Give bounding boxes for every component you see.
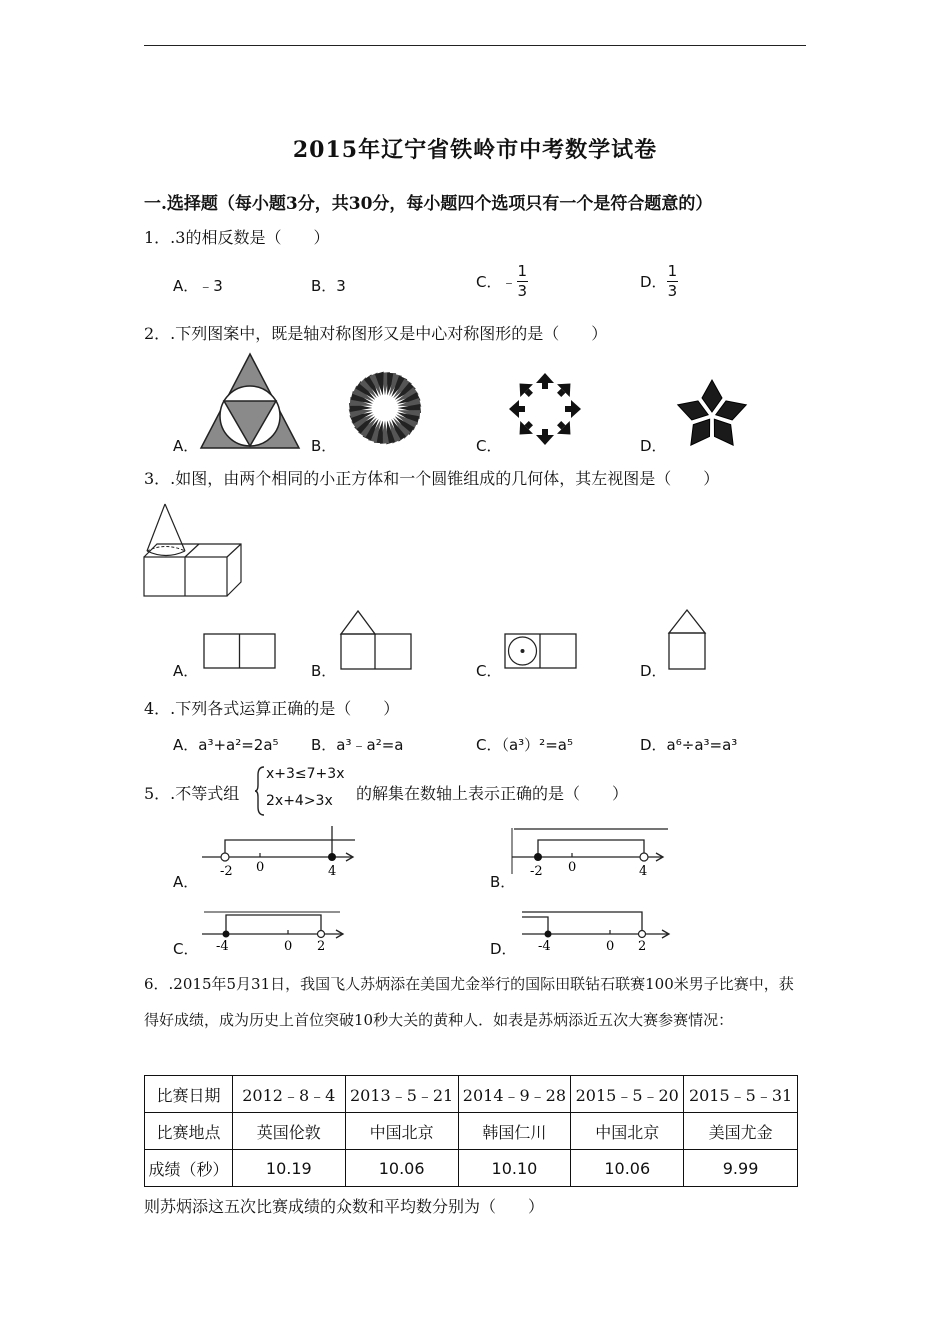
table-row-header: 成绩（秒） xyxy=(145,1150,233,1187)
table-cell: 2012﹣8﹣4 xyxy=(232,1076,345,1113)
q4-option-a: A．a³+a²=2a⁵ xyxy=(173,736,279,754)
q5-inequality-2: 2x+4>3x xyxy=(266,793,333,809)
section-heading: 一.选择题（每小题3分，共30分，每小题四个选项只有一个是符合题意的） xyxy=(144,194,713,214)
q3-option-d-figure xyxy=(668,608,708,671)
results-table xyxy=(144,1075,798,1187)
q5c-tick-0: 0 xyxy=(284,939,293,954)
q4-option-b: B．a³﹣a²=a xyxy=(311,736,404,754)
q1-option-b: B．3 xyxy=(311,277,346,295)
table-row-venue xyxy=(145,1113,798,1150)
table-row-result xyxy=(145,1150,798,1187)
q5-number-line-a xyxy=(200,826,360,879)
top-rule xyxy=(144,45,806,46)
q5a-tick-0: 0 xyxy=(256,860,265,875)
q5b-tick-4: 4 xyxy=(639,864,648,879)
q3-option-b-label: B． xyxy=(311,662,337,680)
q5b-tick-neg2: -2 xyxy=(530,864,543,879)
table-cell: 中国北京 xyxy=(571,1113,684,1150)
question-3-stem: 3．.如图，由两个相同的小正方体和一个圆锥组成的几何体，其左视图是（ ） xyxy=(144,469,720,488)
q2-spiral-ring-figure xyxy=(341,368,429,448)
q1-option-a: A．﹣3 xyxy=(173,277,223,295)
question-4-stem: 4．.下列各式运算正确的是（ ） xyxy=(144,699,400,718)
q5d-tick-neg4: -4 xyxy=(538,939,551,954)
q3-option-b-figure xyxy=(340,609,414,671)
q4-option-c: C．（a³）²=a⁵ xyxy=(476,736,573,754)
question-5-stem-pre: 5．.不等式组 xyxy=(144,784,240,803)
table-cell: 2013﹣5﹣21 xyxy=(345,1076,458,1113)
table-cell: 英国伦敦 xyxy=(232,1113,345,1150)
q2-option-d-label: D． xyxy=(640,437,667,455)
q4-option-d: D．a⁶÷a³=a³ xyxy=(640,736,738,754)
table-cell: 10.06 xyxy=(345,1150,458,1187)
q5-option-c-label: C． xyxy=(173,940,199,958)
q1-option-d: D． $\frac{1}{3}$ xyxy=(640,262,678,300)
question-2-stem: 2．.下列图案中，既是轴对称图形又是中心对称图形的是（ ） xyxy=(144,324,608,343)
q5d-tick-0: 0 xyxy=(606,939,615,954)
table-cell: 2014﹣9﹣28 xyxy=(458,1076,571,1113)
q3-option-d-label: D． xyxy=(640,662,667,680)
q5-number-line-d xyxy=(520,910,670,952)
q5-option-b-label: B． xyxy=(490,873,516,891)
table-row-header: 比赛地点 xyxy=(145,1113,233,1150)
q3-solid-figure xyxy=(143,502,245,600)
q3-option-a-figure xyxy=(203,633,277,671)
table-cell: 2015﹣5﹣31 xyxy=(684,1076,798,1113)
q5d-tick-2: 2 xyxy=(638,939,647,954)
q2-option-c-label: C． xyxy=(476,437,502,455)
q5c-tick-neg4: -4 xyxy=(216,939,229,954)
question-1-stem: 1．.3的相反数是（ ） xyxy=(144,228,330,247)
q3-option-c-label: C． xyxy=(476,662,502,680)
table-cell: 韩国仁川 xyxy=(458,1113,571,1150)
question-6-followup: 则苏炳添这五次比赛成绩的众数和平均数分别为（ ） xyxy=(144,1197,545,1216)
q5-number-line-c xyxy=(200,910,350,952)
table-row-header: 比赛日期 xyxy=(145,1076,233,1113)
q2-five-petal-figure xyxy=(672,378,752,450)
q5-brace xyxy=(254,765,266,817)
page-title: 2015年辽宁省铁岭市中考数学试卷 xyxy=(292,137,658,163)
q1-option-c: C．﹣ $\frac{1}{3}$ xyxy=(476,262,528,300)
table-cell: 9.99 xyxy=(684,1150,798,1187)
q2-arrow-ring-figure xyxy=(500,373,590,445)
q5b-tick-0: 0 xyxy=(568,860,577,875)
q5-option-d-label: D． xyxy=(490,940,517,958)
table-cell: 10.19 xyxy=(232,1150,345,1187)
table-cell: 2015﹣5﹣20 xyxy=(571,1076,684,1113)
q2-option-b-label: B． xyxy=(311,437,337,455)
table-cell: 中国北京 xyxy=(345,1113,458,1150)
table-cell: 10.06 xyxy=(571,1150,684,1187)
q5-inequality-1: x+3≤7+3x xyxy=(266,766,345,782)
q3-option-c-figure xyxy=(504,633,578,671)
q5-option-a-label: A． xyxy=(173,873,199,891)
question-6-stem: 6．.2015年5月31日，我国飞人苏炳添在美国尤金举行的国际田联钻石联赛100米男子比赛中，获得好成绩，成为历史上首位突破10秒大关的黄种人．如表是苏炳添近五次大赛参赛情况： xyxy=(144,975,794,1029)
q5c-tick-2: 2 xyxy=(317,939,326,954)
q5-number-line-b xyxy=(510,826,670,879)
question-5-stem-post: 的解集在数轴上表示正确的是（ ） xyxy=(356,784,629,803)
q2-triangle-circle-figure xyxy=(200,352,300,450)
q3-option-a-label: A． xyxy=(173,662,199,680)
q5a-tick-4: 4 xyxy=(328,864,337,879)
table-cell: 美国尤金 xyxy=(684,1113,798,1150)
table-cell: 10.10 xyxy=(458,1150,571,1187)
table-row-date xyxy=(145,1076,798,1113)
q2-option-a-label: A． xyxy=(173,437,199,455)
q5a-tick-neg2: -2 xyxy=(220,864,233,879)
